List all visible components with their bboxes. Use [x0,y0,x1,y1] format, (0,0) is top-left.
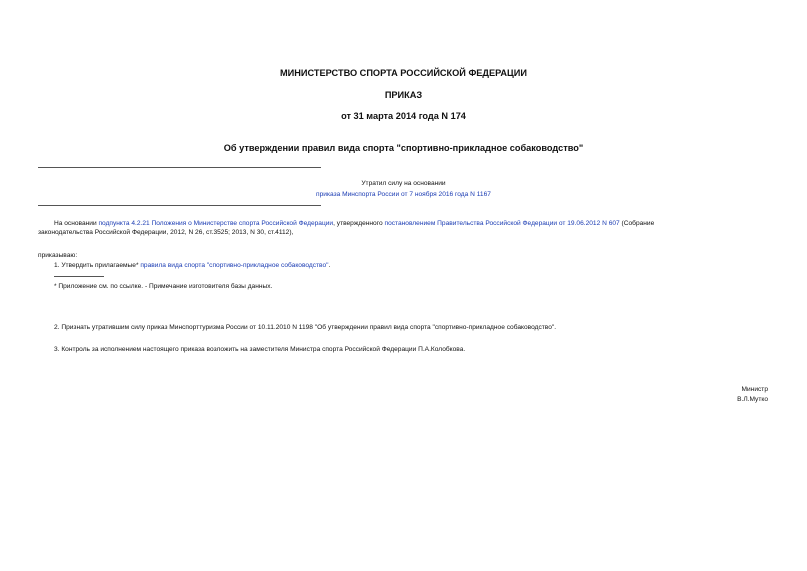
top-divider [38,167,321,168]
item-1 [54,261,330,270]
preamble-paragraph [38,219,768,228]
item-1-prefix: 1. Утвердить прилагаемые* [54,262,139,269]
status-divider [38,205,321,206]
doc-type-heading: ПРИКАЗ [384,90,423,100]
preamble-text-2: , утвержденного [333,220,383,227]
signature-position: Министр [741,386,768,393]
item-1-suffix: . [328,262,331,269]
item-3: 3. Контроль за исполнением настоящего приказа возложить на заместителя Министра спорта Российской Федерации П.А.Колобкова. [54,346,466,353]
signature-name: В.Л.Мутко [737,396,768,403]
status-line: Утратил силу на основании [361,180,446,187]
repeal-order-link[interactable]: приказа Минспорта России от 7 ноября 2016 года N 1167 [316,191,491,198]
sport-rules-link[interactable]: правила вида спорта "спортивно-прикладное собаководство" [140,262,329,269]
regulation-link[interactable]: подпункта 4.2.21 Положения о Министерстве спорта Российской Федерации [98,220,334,227]
footnote-divider [54,276,104,277]
order-word: приказываю: [38,252,78,259]
preamble-text-3: (Собрание [621,220,655,227]
document-title: Об утверждении правил вида спорта "спортивно-прикладное собаководство" [223,143,584,153]
preamble-line-2: законодательства Российской Федерации, 2012, N 26, ст.3525; 2013, N 30, ст.4112), [38,229,294,236]
preamble-text-1: На основании [54,220,97,227]
ministry-heading: МИНИСТЕРСТВО СПОРТА РОССИЙСКОЙ ФЕДЕРАЦИИ [280,68,527,78]
item-2: 2. Признать утратившим силу приказ Минспорттуризма России от 10.11.2010 N 1198 "Об утверждении правил вида спорта "спортивно-прикладное собаководство". [54,324,557,331]
footnote: * Приложение см. по ссылке. - Примечание изготовителя базы данных. [54,283,273,290]
date-number-heading: от 31 марта 2014 года N 174 [341,111,466,121]
government-resolution-link[interactable]: постановлением Правительства Российской Федерации от 19.06.2012 N 607 [384,220,620,227]
